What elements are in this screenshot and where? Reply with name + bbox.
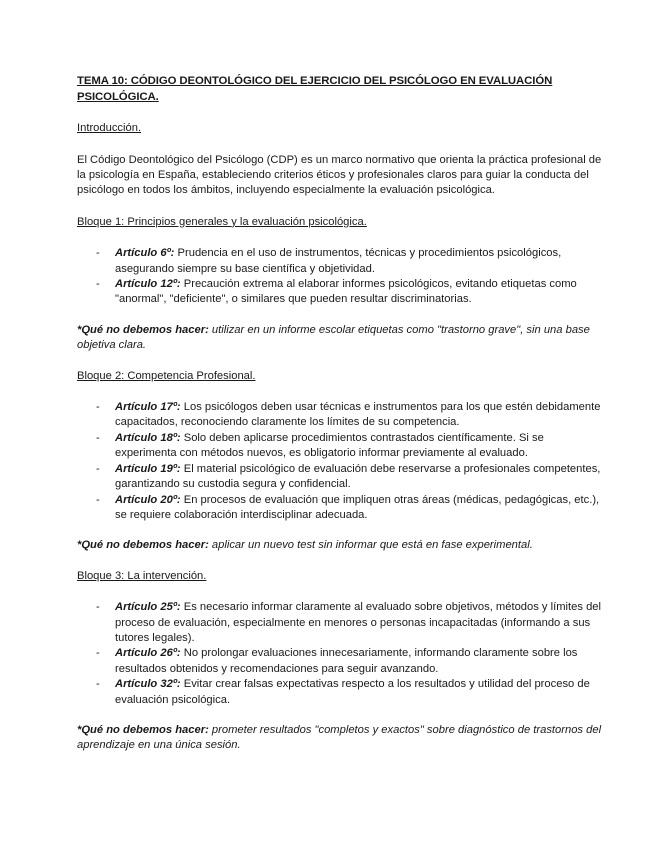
article-name: Artículo 12º: (115, 278, 181, 291)
what-not-to-do-note (77, 723, 607, 754)
article-name: Artículo 6º: (115, 247, 175, 260)
what-not-to-do-note (77, 538, 607, 553)
article-name: Artículo 18º: (115, 431, 181, 444)
article-text: El material psicológico de evaluación debe reservarse a profesionales competentes, garantizando su custodia segura y confidencial. (115, 462, 601, 491)
note-text: aplicar un nuevo test sin informar que está en fase experimental. (211, 539, 533, 552)
article-name: Artículo 19º: (115, 462, 181, 475)
article-item (77, 493, 607, 524)
article-item (77, 277, 607, 308)
note-label: *Qué no debemos hacer: (77, 723, 209, 736)
article-list (77, 600, 607, 708)
article-item (77, 431, 607, 462)
article-item (77, 646, 607, 677)
block-3 (77, 569, 607, 754)
article-name: Artículo 20º: (115, 493, 181, 506)
article-text: Es necesario informar claramente al evaluado sobre objetivos, métodos y límites del proceso de evaluación, especialmente en menores o personas incapacitadas (informando a sus tutores legales). (115, 601, 601, 644)
article-text: Evitar crear falsas expectativas respecto a los resultados y utilidad del proceso de evaluación psicológica. (115, 678, 590, 706)
note-label: *Qué no debemos hacer: (77, 323, 209, 336)
article-name: Artículo 25º: (115, 601, 181, 614)
block-heading: Bloque 2: Competencia Profesional. (77, 369, 256, 382)
document-page (77, 74, 607, 754)
what-not-to-do-note (77, 323, 607, 354)
block-heading: Bloque 3: La intervención. (77, 569, 207, 582)
article-text: Prudencia en el uso de instrumentos, técnicas y procedimientos psicológicos, asegurando siempre su base científica y objetividad. (115, 247, 562, 275)
article-text: Los psicólogos deben usar técnicas e instrumentos para los que estén debidamente capacitados, reconociendo claramente los límites de su competencia. (115, 401, 601, 429)
note-text: utilizar en un informe escolar etiquetas como "trastorno grave", sin una base objetiva clara. (77, 323, 590, 352)
article-item (77, 246, 607, 277)
block-heading: Bloque 1: Principios generales y la evaluación psicológica. (77, 215, 367, 228)
intro-paragraph: El Código Deontológico del Psicólogo (CDP) es un marco normativo que orienta la práctica profesional de la psicología en España, estableciendo criterios éticos y profesionales claros para guiar la conducta del psicólogo en todos los ámbitos, incluyendo especialmente la evaluación psicológica. (77, 153, 602, 197)
block-2 (77, 369, 607, 569)
article-item (77, 400, 607, 431)
block-1 (77, 215, 607, 369)
article-item (77, 677, 607, 708)
article-item (77, 600, 607, 646)
note-text: prometer resultados "completos y exactos" sobre diagnóstico de trastornos del aprendizaje en una única sesión. (77, 723, 602, 752)
article-item (77, 462, 607, 493)
article-list (77, 246, 607, 308)
article-text: Precaución extrema al elaborar informes psicológicos, evitando etiquetas como "anormal", "deficiente", o similares que pueden resultar discriminatorias. (115, 278, 577, 306)
note-label: *Qué no debemos hacer: (77, 539, 209, 552)
article-name: Artículo 26º: (115, 647, 181, 660)
article-name: Artículo 17º: (115, 401, 181, 414)
article-list (77, 400, 607, 523)
article-text: En procesos de evaluación que impliquen otras áreas (médicas, pedagógicas, etc.), se requiere colaboración interdisciplinar adecuada. (115, 493, 600, 521)
document-title: TEMA 10: CÓDIGO DEONTOLÓGICO DEL EJERCICIO DEL PSICÓLOGO EN EVALUACIÓN PSICOLÓGICA. (77, 75, 553, 103)
article-text: Solo deben aplicarse procedimientos contrastados científicamente. Si se experimenta con métodos nuevos, es obligatorio informar previamente al evaluado. (115, 431, 544, 460)
intro-heading: Introducción. (77, 122, 142, 135)
article-name: Artículo 32º: (115, 678, 181, 691)
article-text: No prolongar evaluaciones innecesariamente, informando claramente sobre los resultados obtenidos y recomendaciones para seguir avanzando. (115, 647, 578, 675)
